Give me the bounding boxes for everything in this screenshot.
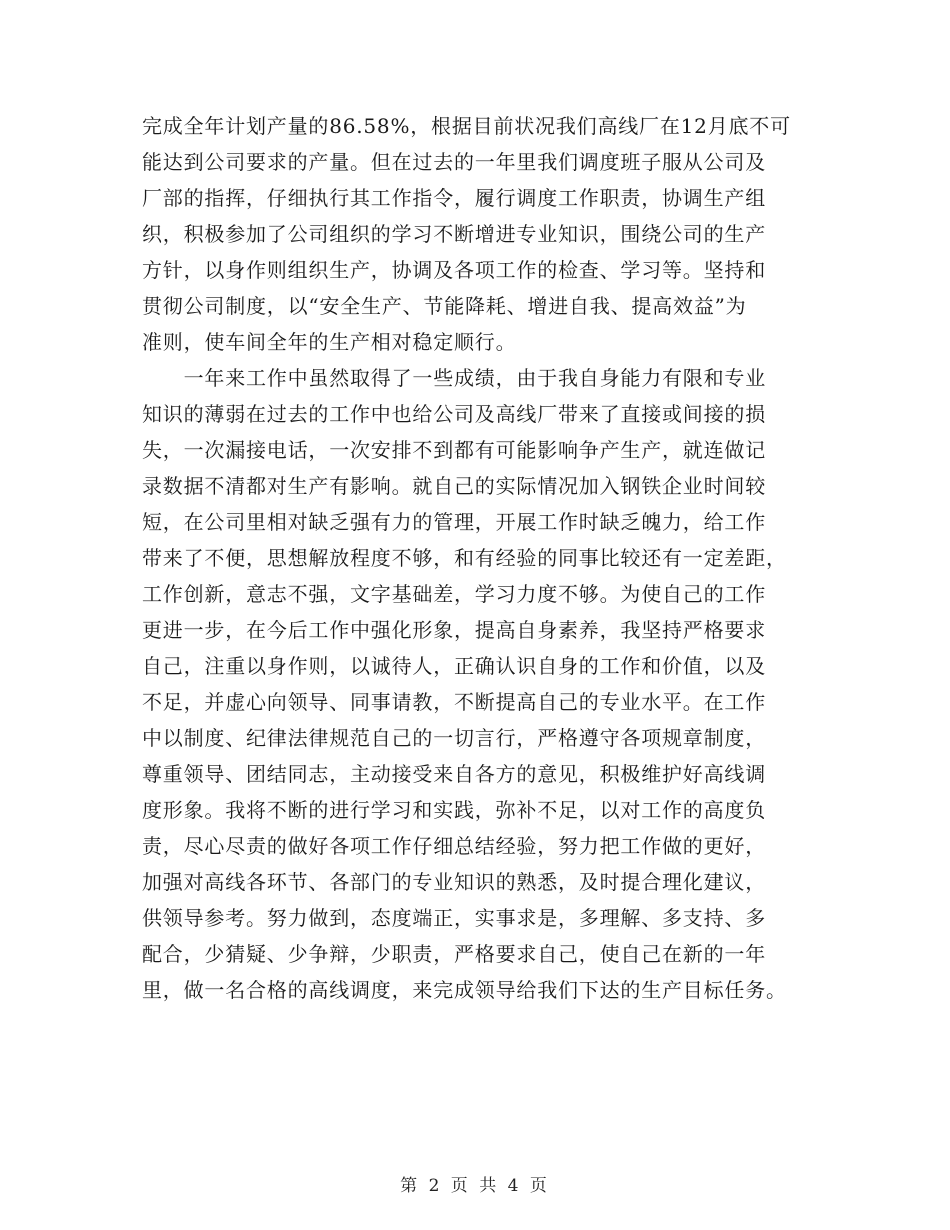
page-number-footer: 第 2 页 共 4 页 bbox=[400, 1176, 550, 1196]
text-line: 自己，注重以身作则，以诚待人，正确认识自身的工作和价值，以及 bbox=[142, 654, 766, 678]
paragraph-start-line: 一年来工作中虽然取得了一些成绩，由于我自身能力有限和专业 bbox=[142, 366, 766, 390]
text-line: 失，一次漏接电话，一次安排不到都有可能影响争产生产，就连做记 bbox=[142, 438, 766, 462]
text-line: 中以制度、纪律法律规范自己的一切言行，严格遵守各项规章制度， bbox=[142, 726, 766, 750]
text-line: 准则，使车间全年的生产相对稳定顺行。 bbox=[142, 330, 517, 354]
text-line: 能达到公司要求的产量。但在过去的一年里我们调度班子服从公司及 bbox=[142, 150, 766, 174]
text-line: 里，做一名合格的高线调度，来完成领导给我们下达的生产目标任务。 bbox=[142, 978, 787, 1002]
text-line: 度形象。我将不断的进行学习和实践，弥补不足，以对工作的高度负 bbox=[142, 798, 766, 822]
text-line: 带来了不便，思想解放程度不够，和有经验的同事比较还有一定差距， bbox=[142, 546, 787, 570]
text-line: 完成全年计划产量的86.58%，根据目前状况我们高线厂在12月底不可 bbox=[142, 114, 791, 138]
text-line: 短，在公司里相对缺乏强有力的管理，开展工作时缺乏魄力，给工作 bbox=[142, 510, 766, 534]
text-line: 厂部的指挥，仔细执行其工作指令，履行调度工作职责，协调生产组 bbox=[142, 186, 766, 210]
text-line: 方针，以身作则组织生产，协调及各项工作的检查、学习等。坚持和 bbox=[142, 258, 766, 282]
text-line: 供领导参考。努力做到，态度端正，实事求是，多理解、多支持、多 bbox=[142, 906, 766, 930]
text-line: 贯彻公司制度，以“安全生产、节能降耗、增进自我、提高效益”为 bbox=[142, 294, 747, 318]
text-line: 加强对高线各环节、各部门的专业知识的熟悉，及时提合理化建议， bbox=[142, 870, 766, 894]
text-line: 知识的薄弱在过去的工作中也给公司及高线厂带来了直接或间接的损 bbox=[142, 402, 766, 426]
text-line: 工作创新，意志不强，文字基础差，学习力度不够。为使自己的工作 bbox=[142, 582, 766, 606]
text-line: 配合，少猜疑、少争辩，少职责，严格要求自己，使自己在新的一年 bbox=[142, 942, 766, 966]
text-line: 尊重领导、团结同志，主动接受来自各方的意见，积极维护好高线调 bbox=[142, 762, 766, 786]
text-line: 织，积极参加了公司组织的学习不断增进专业知识，围绕公司的生产 bbox=[142, 222, 766, 246]
text-line: 录数据不清都对生产有影响。就自己的实际情况加入钢铁企业时间较 bbox=[142, 474, 766, 498]
text-line: 更进一步，在今后工作中强化形象，提高自身素养，我坚持严格要求 bbox=[142, 618, 766, 642]
text-line: 责，尽心尽责的做好各项工作仔细总结经验，努力把工作做的更好， bbox=[142, 834, 766, 858]
text-line: 不足，并虚心向领导、同事请教，不断提高自己的专业水平。在工作 bbox=[142, 690, 766, 714]
